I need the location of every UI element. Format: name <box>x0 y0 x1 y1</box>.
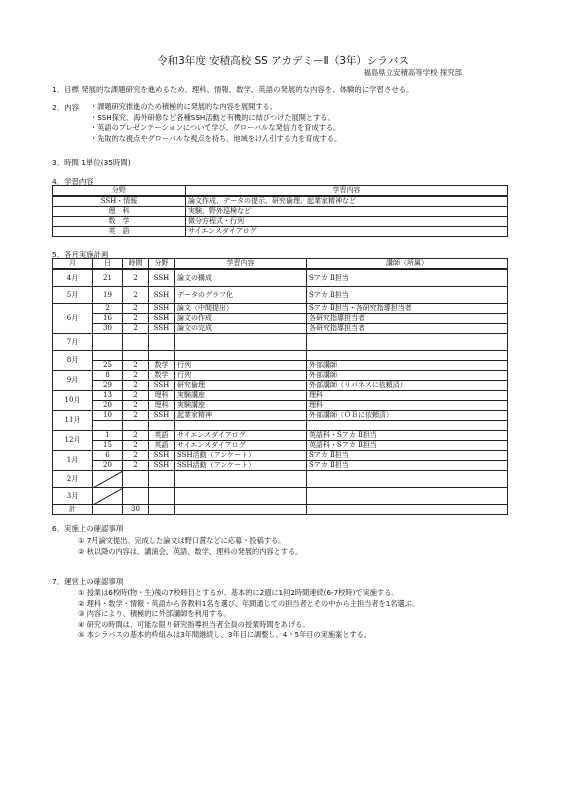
hours-cell: 2 <box>123 411 149 421</box>
table-row <box>53 451 508 461</box>
hours-cell: 2 <box>123 451 149 461</box>
day-cell: 8 <box>93 371 123 381</box>
content-cell: 論文作成、データの提示、研究倫理、起業家精神など <box>186 196 508 207</box>
month-cell: 8月 <box>53 351 93 371</box>
blank-slash-cell <box>93 488 123 505</box>
hours-cell: 2 <box>123 324 149 334</box>
table-row <box>53 381 508 391</box>
list-item: ① 7月論文提出。完成した論文は野口賞などに応募・投稿する。 <box>78 536 286 545</box>
hours-cell: 2 <box>123 441 149 451</box>
content-cell: 論文の構成 <box>175 269 307 287</box>
hours-cell <box>123 488 149 505</box>
table-header-month: 月 <box>53 259 93 270</box>
day-cell: 16 <box>93 314 123 324</box>
day-cell: 19 <box>93 287 123 304</box>
content-cell <box>175 471 307 488</box>
content-cell <box>175 351 307 361</box>
table-row <box>53 207 508 217</box>
table-row <box>53 488 508 505</box>
hours-cell <box>123 334 149 351</box>
hours-cell: 2 <box>123 314 149 324</box>
field-cell: SSH <box>149 287 175 304</box>
content-cell: 行列 <box>175 371 307 381</box>
lecturer-cell: Sアカ Ⅱ担当 <box>307 461 508 471</box>
list-item: ・先取的な視点やグローバルな視点を持ち、地域をけん引する力を育成する。 <box>90 133 342 143</box>
field-cell: 理 科 <box>53 207 186 217</box>
lecturer-cell: 外部講師（リバネスに依頼済） <box>307 381 508 391</box>
content-cell: 起業家精神 <box>175 411 307 421</box>
day-cell: 15 <box>93 441 123 451</box>
section-content-heading: 2．内容 <box>52 103 79 112</box>
blank-slash-cell <box>93 471 123 488</box>
diagonal-slash-icon <box>93 471 123 488</box>
section-hours: 3．時間 1単位(35時間) <box>52 158 131 167</box>
content-cell: 研究倫理 <box>175 381 307 391</box>
list-item: ② 理科・数学・情報・英語から各教科1名を選び、年間通じての担当者とその中から主担当者を1名選ぶ。 <box>78 598 420 608</box>
field-cell <box>149 488 175 505</box>
hours-cell: 2 <box>123 287 149 304</box>
list-item: ② 秋以降の内容は、講演会、英語、数学、理科の発展的内容とする。 <box>78 547 303 556</box>
content-cell: サイエンスダイアログ <box>175 431 307 441</box>
hours-cell: 2 <box>123 401 149 411</box>
content-cell <box>175 488 307 505</box>
month-cell: 11月 <box>53 411 93 431</box>
page-title: 令和3年度 安積高校 SS アカデミーⅡ（3年）シラバス <box>157 55 409 67</box>
section-confirm-heading: 6．実施上の確認事項 <box>52 524 124 533</box>
month-cell: 4月 <box>53 269 93 287</box>
lecturer-cell: 外部講師（ＯＢに依頼済） <box>307 411 508 421</box>
day-cell: 20 <box>93 401 123 411</box>
field-cell: 英 語 <box>53 227 186 237</box>
section-learning-heading: 4．学習内容 <box>52 177 94 186</box>
field-cell: SSH <box>149 304 175 314</box>
table-row <box>53 361 508 371</box>
table-row <box>53 217 508 227</box>
content-cell: 論文の作成 <box>175 314 307 324</box>
hours-cell: 2 <box>123 461 149 471</box>
day-cell: 1 <box>93 431 123 441</box>
month-cell: 7月 <box>53 334 93 351</box>
list-item: ⑤ 本シラバスの基本的枠組みは3年間継続し、3年目に調整し、4・5年目の実施案とする。 <box>78 630 371 639</box>
table-header-day: 日 <box>93 259 123 270</box>
field-cell <box>149 334 175 351</box>
lecturer-cell: 外部講師 <box>307 361 508 371</box>
table-row <box>53 227 508 237</box>
lecturer-cell: Sアカ Ⅱ担当 <box>307 269 508 287</box>
table-row <box>53 441 508 451</box>
table-header-content: 学習内容 <box>175 259 307 270</box>
list-item: ① 授業は6校時(物・生)後の7校時目とするが、基本的に2週に1回2時間連続(6-7校時)で実施する。 <box>78 588 399 597</box>
day-cell: 29 <box>93 381 123 391</box>
table-row <box>53 334 508 351</box>
day-cell: 25 <box>93 361 123 371</box>
organization: 福島県立安積高等学校 探究部 <box>363 68 462 77</box>
content-cell: 実験講座 <box>175 391 307 401</box>
table-row <box>53 431 508 441</box>
content-cell: SSH活動（アンケート） <box>175 451 307 461</box>
hours-cell <box>123 351 149 361</box>
list-item: ③ 内容により、積極的に外部講師を利用する。 <box>78 609 231 618</box>
hours-cell: 2 <box>123 361 149 371</box>
field-cell: 数 学 <box>53 217 186 227</box>
day-cell <box>93 351 123 361</box>
month-cell: 1月 <box>53 451 93 471</box>
table-row <box>53 471 508 488</box>
table-header-lecturer: 講師（所属） <box>307 259 508 270</box>
field-cell: SSH・情報 <box>53 196 186 207</box>
day-cell <box>93 421 123 431</box>
total-label: 計 <box>53 505 93 515</box>
table-row <box>53 391 508 401</box>
hours-cell: 2 <box>123 431 149 441</box>
content-cell: 実験、野外巡検など <box>186 207 508 217</box>
lecturer-cell <box>307 471 508 488</box>
field-cell: 英語 <box>149 431 175 441</box>
content-cell: SSH活動（アンケート） <box>175 461 307 471</box>
content-cell: 微分方程式・行列 <box>186 217 508 227</box>
table-row <box>53 304 508 314</box>
lecturer-cell: 各研究指導担当者 <box>307 324 508 334</box>
list-item: ・英語のプレゼンテーションについて学び、グローバルな発信力を育成する。 <box>90 123 341 132</box>
content-cell: 論文の完成 <box>175 324 307 334</box>
content-cell: サイエンスダイアログ <box>175 441 307 451</box>
hours-cell: 2 <box>123 269 149 287</box>
month-cell: 9月 <box>53 371 93 391</box>
slash-line <box>93 488 123 505</box>
table-header-field: 分野 <box>53 186 186 197</box>
list-item: ・課題研究推進のため積極的に発展的な内容を展開する。 <box>90 102 277 111</box>
field-cell: SSH <box>149 461 175 471</box>
lecturer-cell: 英語科・Sアカ Ⅱ担当 <box>307 441 508 451</box>
day-cell <box>93 334 123 351</box>
content-cell <box>175 421 307 431</box>
table-row <box>53 196 508 207</box>
table-row <box>53 461 508 471</box>
schedule-table <box>52 258 508 515</box>
table-row <box>53 371 508 381</box>
hours-cell: 2 <box>123 371 149 381</box>
content-cell: データのグラフ化 <box>175 287 307 304</box>
field-cell: SSH <box>149 381 175 391</box>
list-item: ・SSH探究、海外研修など各種SSH活動と有機的に結びつけた展開とする。 <box>90 112 335 122</box>
lecturer-cell <box>307 488 508 505</box>
field-cell: 数学 <box>149 361 175 371</box>
field-cell: SSH <box>149 314 175 324</box>
hours-cell: 2 <box>123 391 149 401</box>
lecturer-cell: Sアカ Ⅱ担当 <box>307 287 508 304</box>
diagonal-slash-icon <box>93 488 123 505</box>
field-cell: 理科 <box>149 401 175 411</box>
day-cell: 2 <box>93 304 123 314</box>
field-cell: SSH <box>149 269 175 287</box>
table-header-hours: 時間 <box>123 259 149 270</box>
field-cell: 数学 <box>149 371 175 381</box>
list-item: ④ 研究の時間は、可能な限り研究指導担当者全員の授業時間をあげる。 <box>78 619 310 629</box>
month-cell: 5月 <box>53 287 93 304</box>
table-row <box>53 287 508 304</box>
lecturer-cell <box>307 334 508 351</box>
lecturer-cell: 理科 <box>307 401 508 411</box>
lecturer-cell: 各研究指導担当者 <box>307 314 508 324</box>
content-cell: 実験講座 <box>175 401 307 411</box>
table-row <box>53 351 508 361</box>
month-cell: 10月 <box>53 391 93 411</box>
field-cell: SSH <box>149 324 175 334</box>
section-schedule-heading: 5．各月実施計画 <box>52 250 109 259</box>
field-cell: 英語 <box>149 441 175 451</box>
day-cell: 6 <box>93 451 123 461</box>
day-cell: 10 <box>93 411 123 421</box>
field-cell: 理科 <box>149 391 175 401</box>
field-cell <box>149 471 175 488</box>
content-cell: サイエンスダイアログ <box>186 227 508 237</box>
field-cell: SSH <box>149 411 175 421</box>
total-hours: 30 <box>123 505 149 515</box>
field-cell <box>149 351 175 361</box>
field-cell <box>149 421 175 431</box>
lecturer-cell: Sアカ Ⅱ担当・各研究指導担当者 <box>307 304 508 314</box>
content-cell <box>175 334 307 351</box>
learning-content-table <box>52 185 508 237</box>
lecturer-cell <box>307 351 508 361</box>
table-header-content: 学習内容 <box>186 186 508 197</box>
table-header-field: 分野 <box>149 259 175 270</box>
lecturer-cell: Sアカ Ⅱ担当 <box>307 451 508 461</box>
content-cell: 論文（中間提出） <box>175 304 307 314</box>
content-cell: 行列 <box>175 361 307 371</box>
day-cell: 21 <box>93 269 123 287</box>
table-row <box>53 324 508 334</box>
table-row <box>53 314 508 324</box>
month-cell: 6月 <box>53 304 93 334</box>
field-cell: SSH <box>149 451 175 461</box>
table-row <box>53 411 508 421</box>
lecturer-cell <box>307 421 508 431</box>
lecturer-cell: 理科 <box>307 391 508 401</box>
day-cell: 13 <box>93 391 123 401</box>
table-row <box>53 421 508 431</box>
hours-cell <box>123 421 149 431</box>
month-cell: 12月 <box>53 431 93 451</box>
lecturer-cell: 外部講師 <box>307 371 508 381</box>
day-cell: 30 <box>93 324 123 334</box>
lecturer-cell: 英語科・Sアカ Ⅱ担当 <box>307 431 508 441</box>
hours-cell: 2 <box>123 304 149 314</box>
hours-cell: 2 <box>123 381 149 391</box>
table-row <box>53 401 508 411</box>
day-cell: 20 <box>93 461 123 471</box>
month-cell: 3月 <box>53 488 93 505</box>
slash-line <box>93 471 123 488</box>
month-cell: 2月 <box>53 471 93 488</box>
section-goal: 1．目標 発展的な課題研究を進めるため、理科、情報、数学、英語の発展的な内容を、体験的に学習させる。 <box>52 85 414 94</box>
section-operation-heading: 7．運営上の確認事項 <box>52 577 124 586</box>
table-row <box>53 269 508 287</box>
hours-cell <box>123 471 149 488</box>
